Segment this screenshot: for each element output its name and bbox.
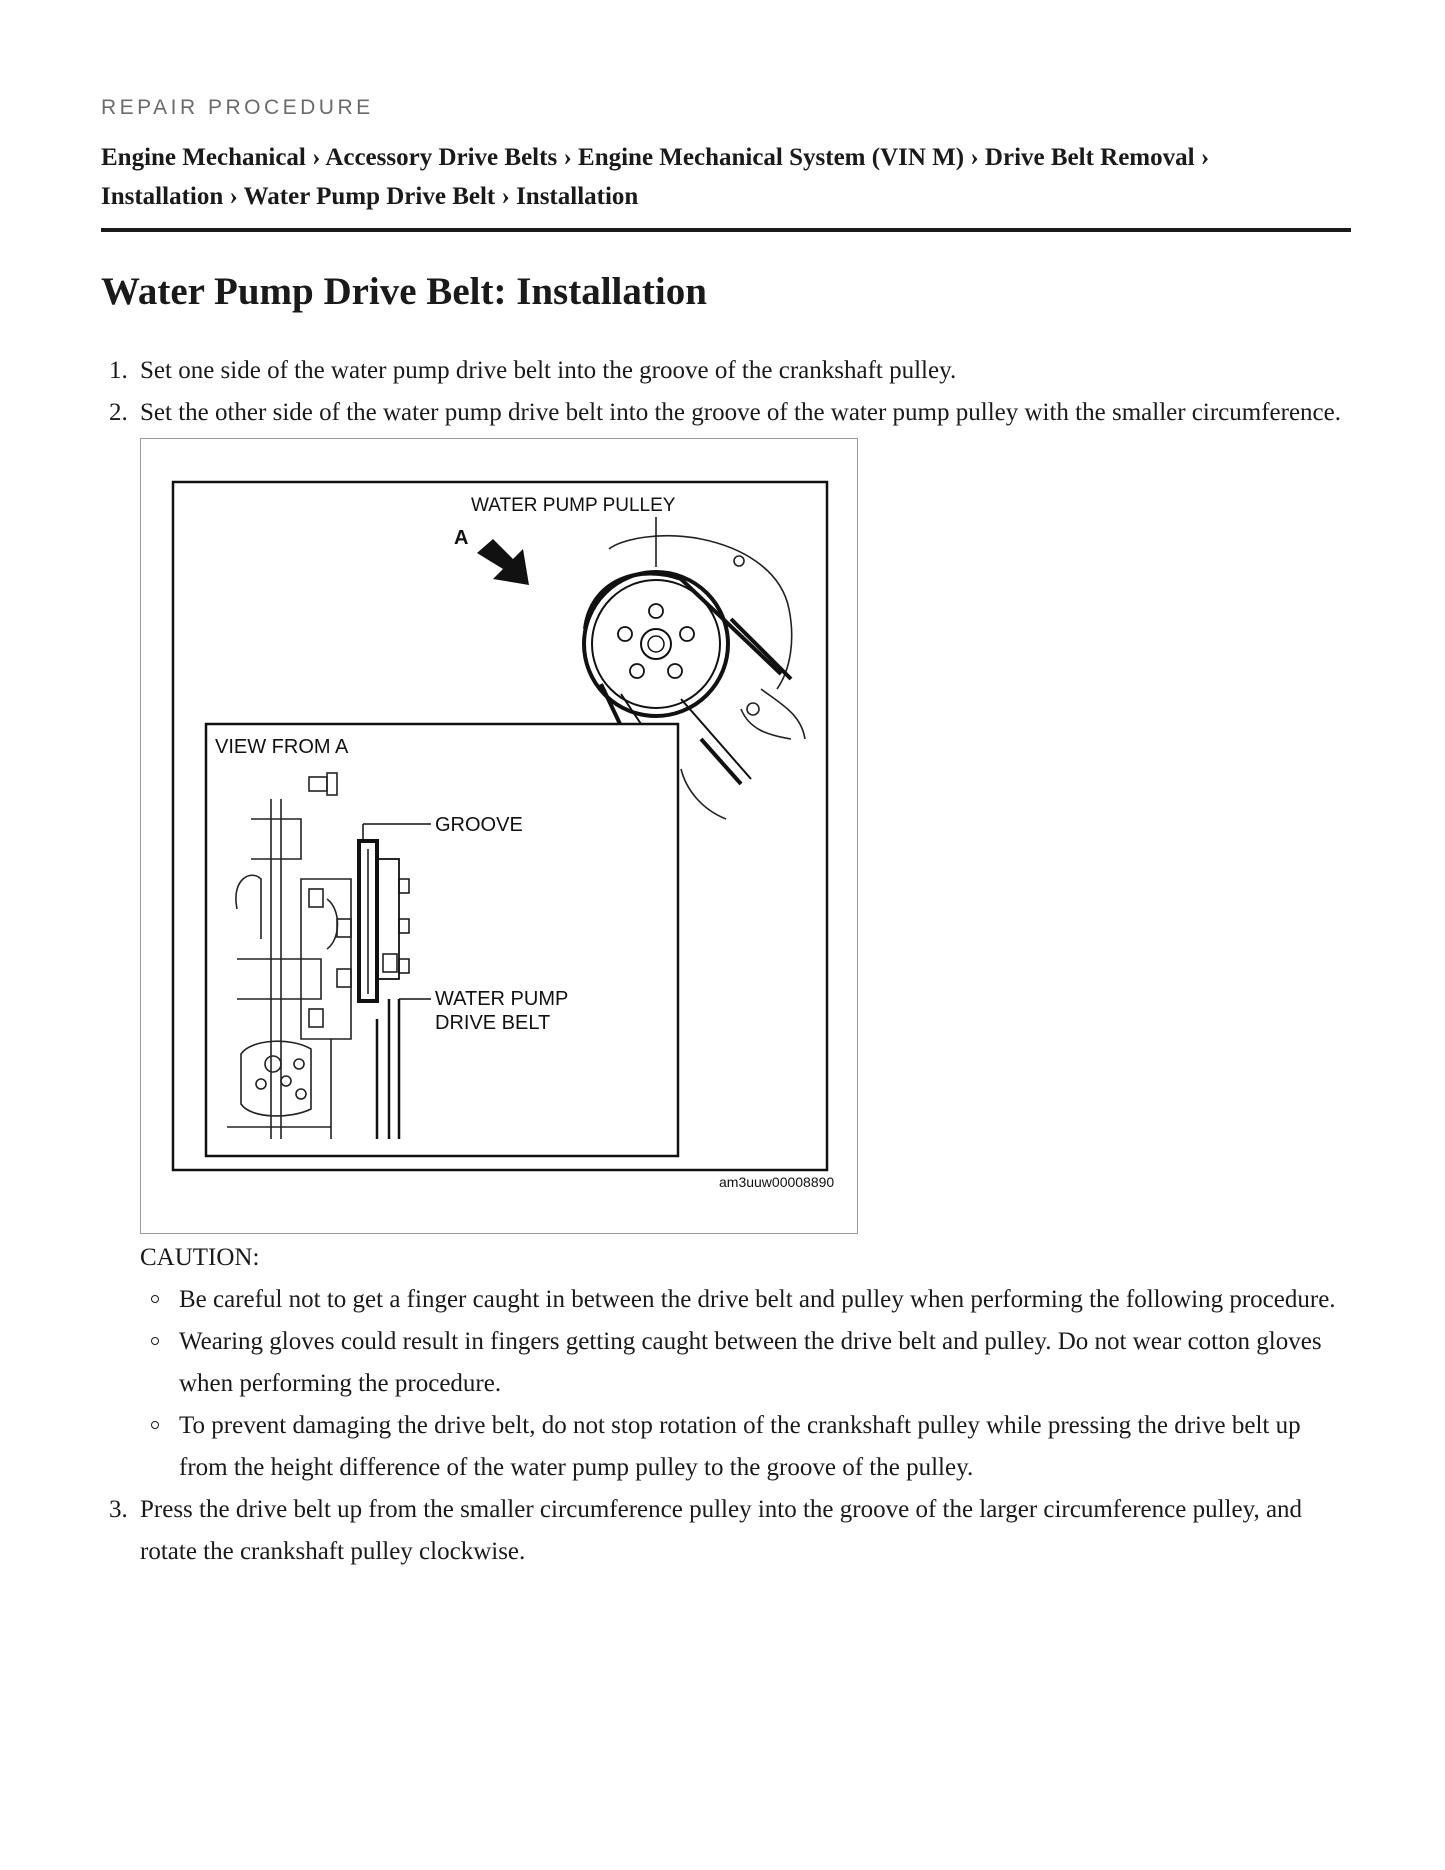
step-text: Set one side of the water pump drive belt into the groove of the crankshaft pulley. <box>140 357 957 384</box>
page-title: Water Pump Drive Belt: Installation <box>101 270 707 313</box>
breadcrumb-item-current[interactable]: Installation <box>516 183 639 210</box>
breadcrumb-separator: › <box>312 144 321 171</box>
caution-item <box>140 1321 1351 1405</box>
water-pump-belt-diagram <box>141 439 857 1233</box>
view-from-a-label: VIEW FROM A <box>215 736 349 758</box>
section-kicker: REPAIR PROCEDURE <box>101 96 374 119</box>
caution-text: Be careful not to get a finger caught in between the drive belt and pulley when performing the following procedure. <box>179 1286 1336 1313</box>
step-text: Press the drive belt up from the smaller circumference pulley into the groove of the larger circumference pulley, and rotate the crankshaft pulley clockwise. <box>140 1496 1303 1565</box>
view-arrow-label: A <box>454 527 469 549</box>
breadcrumb-item[interactable]: Engine Mechanical System (VIN M) <box>578 144 965 171</box>
step-item <box>101 1489 1351 1573</box>
figure-code: am3uuw00008890 <box>719 1174 835 1190</box>
view-arrow-icon <box>477 539 529 585</box>
bullet-circle-icon <box>151 1337 159 1345</box>
breadcrumb-item[interactable]: Drive Belt Removal <box>984 144 1195 171</box>
step-item <box>101 350 1351 392</box>
step-item <box>101 392 1351 1489</box>
water-pump-pulley-label: WATER PUMP PULLEY <box>471 495 676 516</box>
breadcrumb-separator: › <box>563 144 572 171</box>
water-pump-belt-figure <box>140 438 858 1234</box>
breadcrumb-separator: › <box>970 144 979 171</box>
bullet-circle-icon <box>151 1295 159 1303</box>
caution-item <box>140 1405 1351 1489</box>
view-from-a-inset <box>206 724 678 1156</box>
groove-label: GROOVE <box>435 814 523 836</box>
breadcrumb-item[interactable]: Engine Mechanical <box>101 144 306 171</box>
bullet-circle-icon <box>151 1421 159 1429</box>
caution-item <box>140 1279 1351 1321</box>
caution-text: Wearing gloves could result in fingers getting caught between the drive belt and pulley. Do not wear cotton gloves when performing the procedure. <box>179 1328 1322 1397</box>
breadcrumb-item[interactable]: Accessory Drive Belts <box>325 144 558 171</box>
header-divider <box>101 228 1351 232</box>
drive-belt-label-line2: DRIVE BELT <box>435 1012 551 1034</box>
breadcrumb-item[interactable]: Water Pump Drive Belt <box>243 183 496 210</box>
drive-belt-label-line1: WATER PUMP <box>435 988 569 1010</box>
breadcrumb-separator: › <box>1200 144 1210 171</box>
caution-list <box>140 1279 1351 1489</box>
step-number: 1. <box>109 357 128 384</box>
breadcrumb-item[interactable]: Installation <box>101 183 224 210</box>
breadcrumb <box>101 138 1351 216</box>
breadcrumb-separator: › <box>229 183 238 210</box>
caution-label: CAUTION: <box>140 1244 260 1271</box>
breadcrumb-separator: › <box>501 183 510 210</box>
step-number: 3. <box>109 1496 128 1523</box>
step-number: 2. <box>109 399 128 426</box>
procedure-steps <box>101 350 1351 1573</box>
caution-text: To prevent damaging the drive belt, do not stop rotation of the crankshaft pulley while pressing the drive belt up from the height difference of the water pump pulley to the groove of the pulley. <box>179 1412 1301 1481</box>
step-text: Set the other side of the water pump drive belt into the groove of the water pump pulley with the smaller circumference. <box>140 399 1342 426</box>
